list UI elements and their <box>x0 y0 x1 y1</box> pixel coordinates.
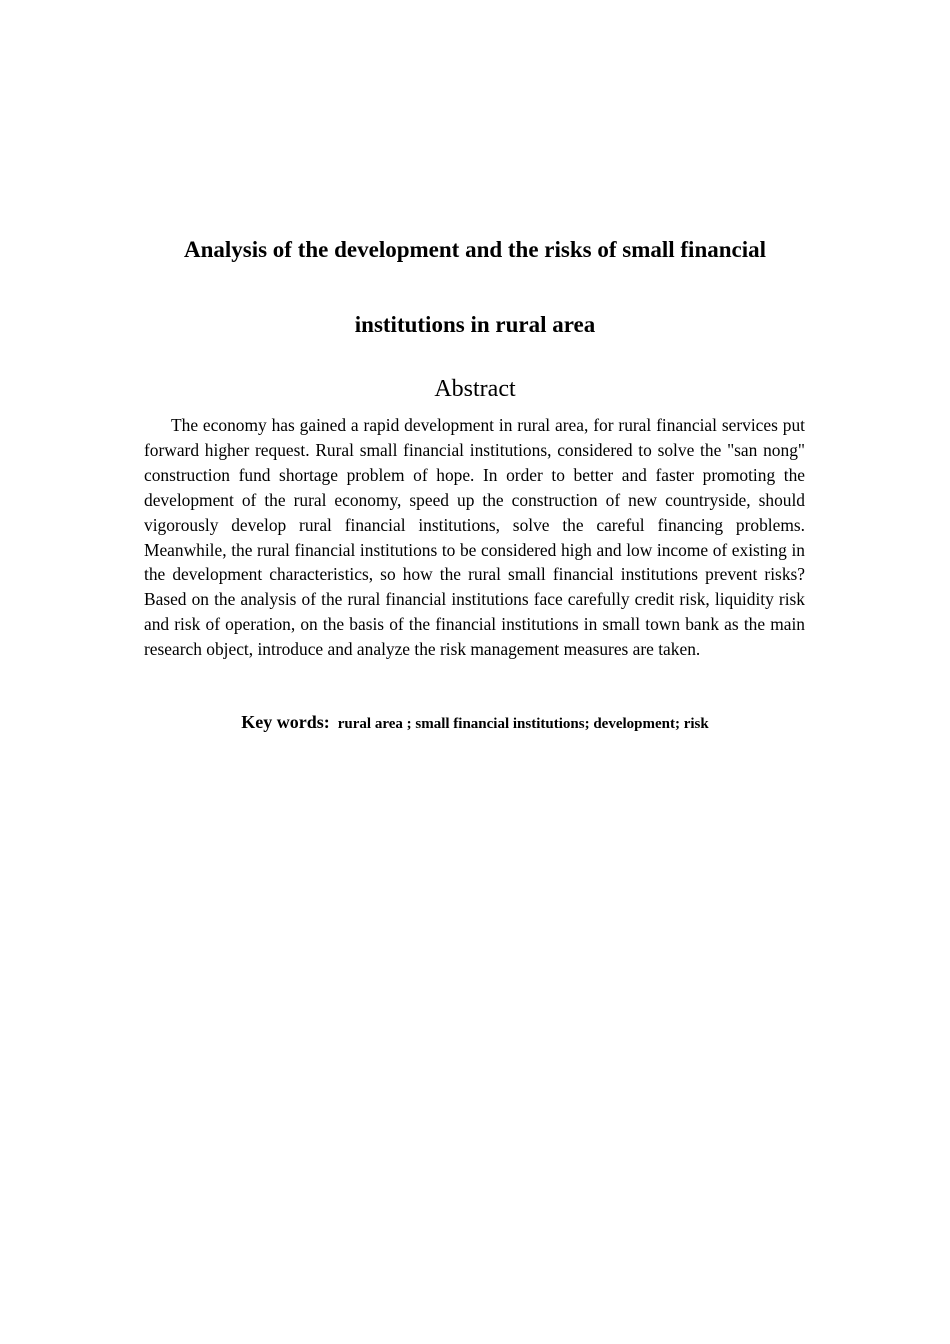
keywords-line <box>0 712 950 733</box>
keywords-list: rural area ; small financial institutions; development; risk <box>337 716 709 732</box>
paper-title-line-2: institutions in rural area <box>354 312 596 337</box>
keywords-label: Key words: <box>241 712 330 732</box>
paper-title-line-1: Analysis of the development and the risks of small financial <box>183 237 767 262</box>
abstract-heading: Abstract <box>434 376 516 402</box>
abstract-body: The economy has gained a rapid development in rural area, for rural financial services put forward higher request. Rural small financial institutions, considered to solve the "san nong" construction fund shortage problem of hope. In order to better and faster promoting the development of the rural economy, speed up the construction of new countryside, should vigorously develop rural financial institutions, solve the careful financing problems. Meanwhile, the rural financial institutions to be considered high and low income of existing in the development characteristics, so how the rural small financial institutions prevent risks? Based on the analysis of the rural financial institutions face carefully credit risk, liquidity risk and risk of operation, on the basis of the financial institutions in small town bank as the main research object, introduce and analyze the risk management measures are taken. <box>144 415 805 660</box>
